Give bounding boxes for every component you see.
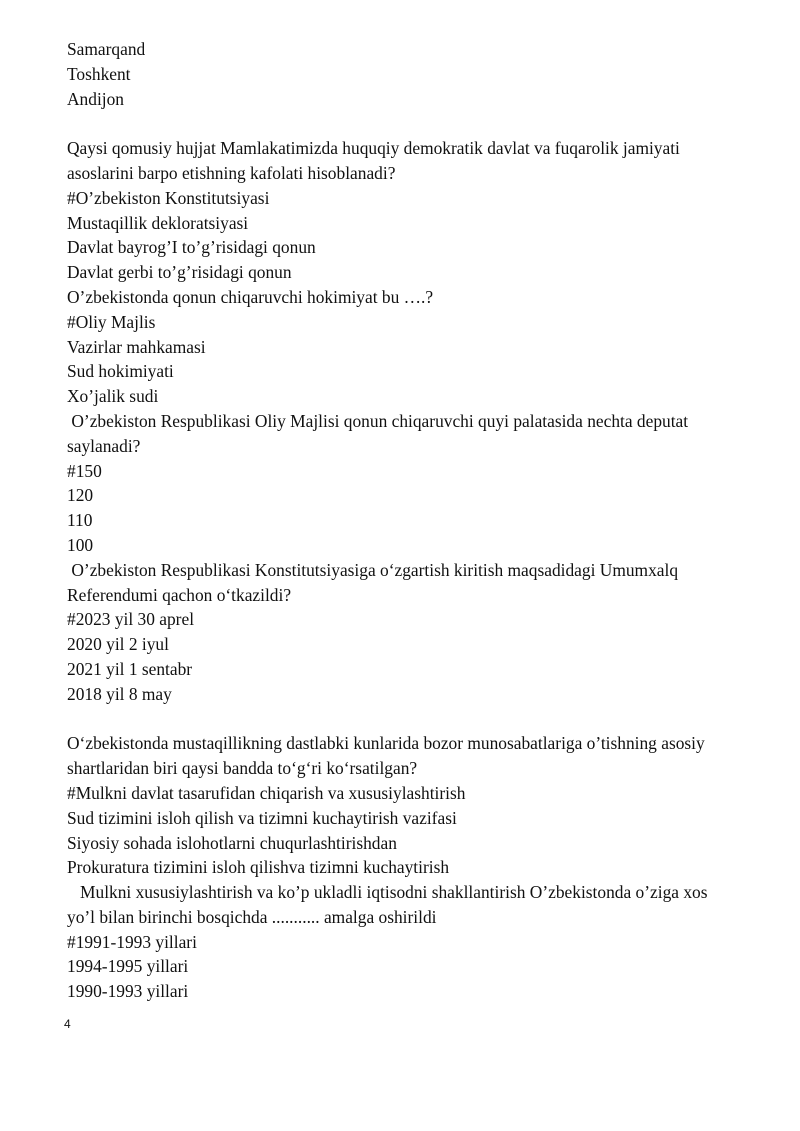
correct-answer: #Mulkni davlat tasarufidan chiqarish va xususiylashtirish	[67, 782, 466, 803]
question-line: O‘zbekistonda mustaqillikning dastlabki kunlarida bozor munosabatlariga o’tishning asosiy	[67, 733, 705, 754]
question-line: Referendumi qachon o‘tkazildi?	[67, 584, 292, 605]
answer-option: 2021 yil 1 sentabr	[67, 658, 193, 679]
answer-option: 1990-1993 yillari	[67, 981, 189, 1002]
correct-answer: #2023 yil 30 aprel	[67, 609, 195, 630]
answer-option: Vazirlar mahkamasi	[67, 336, 206, 357]
question-line: Qaysi qomusiy hujjat Mamlakatimizda huquqiy demokratik davlat va fuqarolik jamiyati	[67, 138, 680, 159]
answer-option: Xo’jalik sudi	[67, 386, 159, 407]
answer-option: Sud tizimini isloh qilish va tizimni kuchaytirish vazifasi	[67, 807, 457, 828]
answer-option: 2020 yil 2 iyul	[67, 634, 169, 655]
answer-option: Davlat gerbi to’g’risidagi qonun	[67, 262, 292, 283]
question-line: O’zbekistonda qonun chiqaruvchi hokimiyat bu ….?	[67, 286, 434, 307]
answer-option: 110	[67, 510, 93, 531]
blank-line	[67, 111, 767, 136]
answer-option: 100	[67, 534, 94, 555]
correct-answer: #150	[67, 460, 102, 481]
answer-option: 2018 yil 8 may	[67, 683, 172, 704]
answer-option: Prokuratura tizimini isloh qilishva tizimni kuchaytirish	[67, 857, 450, 878]
question-line: shartlaridan biri qaysi bandda to‘g‘ri ko‘rsatilgan?	[67, 758, 418, 779]
question-line: saylanadi?	[67, 435, 141, 456]
answer-option: Davlat bayrog’I to’g’risidagi qonun	[67, 237, 316, 258]
answer-option: Mustaqillik dekloratsiyasi	[67, 212, 249, 233]
question-line: O’zbekiston Respublikasi Oliy Majlisi qonun chiqaruvchi quyi palatasida nechta deputat	[67, 410, 689, 431]
blank-line	[67, 707, 767, 732]
correct-answer: #1991-1993 yillari	[67, 931, 197, 952]
correct-answer: #O’zbekiston Konstitutsiyasi	[67, 187, 270, 208]
answer-option: Sud hokimiyati	[67, 361, 174, 382]
page-number: 4	[64, 1017, 71, 1031]
answer-option: 120	[67, 485, 94, 506]
document-body	[67, 37, 767, 1004]
text-line: Andijon	[67, 88, 125, 109]
text-line: Samarqand	[67, 39, 146, 59]
answer-option: Siyosiy sohada islohotlarni chuqurlashtirishdan	[67, 832, 397, 853]
question-line: asoslarini barpo etishning kafolati hisoblanadi?	[67, 162, 396, 183]
text-line: Toshkent	[67, 63, 131, 84]
question-line: yo’l bilan birinchi bosqichda ........... amalga oshirildi	[67, 906, 437, 927]
question-line: Mulkni xususiylashtirish va ko’p ukladli iqtisodni shakllantirish O’zbekistonda o’ziga xos	[67, 882, 708, 903]
question-line: O’zbekiston Respublikasi Konstitutsiyasiga o‘zgartish kiritish maqsadidagi Umumxalq	[67, 559, 679, 580]
correct-answer: #Oliy Majlis	[67, 311, 156, 332]
answer-option: 1994-1995 yillari	[67, 956, 189, 977]
